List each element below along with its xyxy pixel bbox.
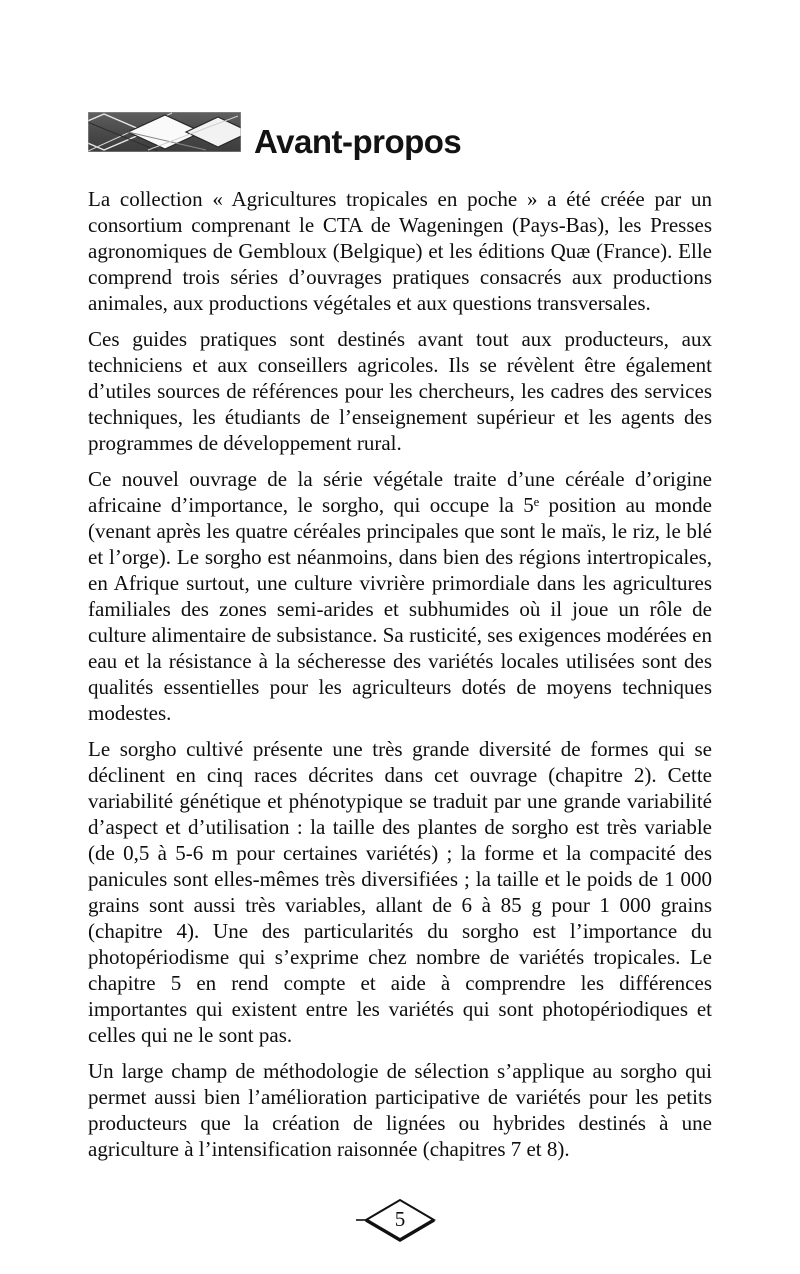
paragraph-1: La collection « Agricultures tropicales en poche » a été créée par un consortium comprenant le CTA de Wageningen (Pays-Bas), les Presses agronomiques de Gembloux (Belgique) et les éditions Quæ (France). Elle comprend trois séries d’ouvrages pratiques consacrés aux productions animales, aux productions végétales et aux questions transversales.: [88, 187, 712, 315]
page-footer: [0, 1196, 800, 1244]
body-text: [88, 186, 712, 1172]
paragraph-5: Un large champ de méthodologie de sélection s’applique au sorgho qui permet aussi bien l’amélioration participative de variétés pour les petits producteurs que la création de lignées ou hybrides destinés à une agriculture à l’intensification raisonnée (chapitres 7 et 8).: [88, 1059, 712, 1161]
chapter-header: [88, 112, 462, 160]
paragraph-2: Ces guides pratiques sont destinés avant tout aux producteurs, aux techniciens et aux conseillers agricoles. Ils se révèlent être également d’utiles sources de références pour les chercheurs, les cadres des services techniques, les étudiants de l’enseignement supérieur et les agents des programmes de développement rural.: [88, 327, 712, 455]
paragraph-4: Le sorgho cultivé présente une très grande diversité de formes qui se déclinent en cinq races décrites dans cet ouvrage (chapitre 2). Cette variabilité génétique et phénotypique se traduit par une grande variabilité d’aspect et d’utilisation : la taille des plantes de sorgho est très variable (de 0,5 à 5-6 m pour certaines variétés) ; la forme et la compacité des panicules sont elles-mêmes très diversifiées ; la taille et le poids de 1 000 grains sont aussi très variables, allant de 6 à 85 g pour 1 000 grains (chapitre 4). Une des particularités du sorgho est l’importance du photopériodisme qui s’exprime chez nombre de variétés tropicales. Le chapitre 5 en rend compte et aide à comprendre les différences importantes qui existent entre les variétés qui sont photopériodiques et celles qui ne le sont pas.: [88, 737, 712, 1047]
diamond-band-ornament-icon: [88, 112, 241, 152]
page-title: Avant-propos: [254, 123, 462, 160]
page-number: 5: [394, 1207, 406, 1231]
paragraph-3: Ce nouvel ouvrage de la série végétale traite d’une céréale d’origine africaine d’importance, le sorgho, qui occupe la 5ᵉ position au monde (venant après les quatre céréales principales que sont le maïs, le riz, le blé et l’orge). Le sorgho est néanmoins, dans bien des régions intertropicales, en Afrique surtout, une culture vivrière primordiale dans les agricultures familiales des zones semi-arides et subhumides où il joue un rôle de culture alimentaire de subsistance. Sa rusticité, ses exigences modérées en eau et la résistance à la sécheresse des variétés locales utilisées sont des qualités essentielles pour les agriculteurs dotés de moyens techniques modestes.: [88, 467, 712, 725]
page-number-diamond: [354, 1196, 446, 1244]
